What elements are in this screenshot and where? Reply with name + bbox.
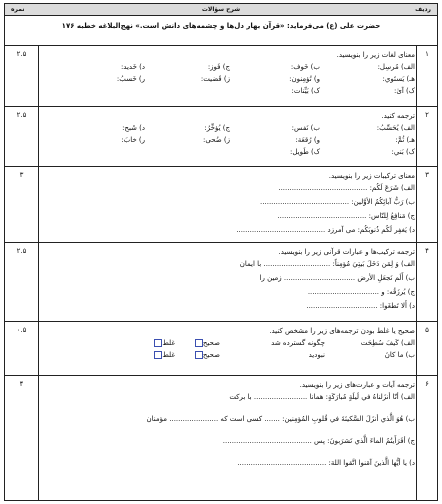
- question-body: [41, 110, 415, 158]
- vocab-item: ب) نَفس:: [291, 124, 320, 132]
- question-number: ۶: [425, 380, 429, 388]
- question-score: ۴: [19, 380, 24, 388]
- answer-line: الف) شَرَعَ لَكُم: ........................................: [278, 184, 415, 192]
- tf-wrong-label: غلط: [162, 339, 175, 347]
- answer-line: د) يا أيُّها الَّذينَ آمَنوا اتَّقوا اللهَ: ........................................: [237, 459, 415, 467]
- question-score: ۲.۵: [16, 247, 27, 255]
- header-row-label: ردیف: [415, 6, 431, 13]
- answer-line: الف) أنّا أنزَلناهُ في لَيلَةٍ مُبارَكَةٍ: همانا ........................ با برکت: [229, 393, 415, 401]
- answer-line: ب) أَلَم نَجعَلِ الأرض ................................ زمین را: [259, 274, 415, 282]
- true-false-item: [41, 337, 415, 349]
- tf-correct-checkbox[interactable]: [195, 339, 203, 347]
- tf-correct-option[interactable]: [193, 337, 220, 349]
- vocab-item: و) رُقعَة:: [295, 136, 320, 144]
- answer-line: ج) أفَرَأَيتُمُ الماءَ الَّذي تَشرَبونَ: پس ........................................: [222, 437, 415, 445]
- question-row: [5, 46, 437, 107]
- question-row: [5, 376, 437, 500]
- question-number: ۵: [425, 326, 429, 334]
- question-title: ترجمه کنید.: [381, 112, 415, 120]
- question-title: معنای لغات زیر را بنویسید.: [336, 51, 415, 59]
- answer-line: ب) رَبُّ آبائِكُمُ الأوَّلين: ........................................: [260, 198, 415, 206]
- question-title: ترجمه آیات و عبارت‌های زیر را بنویسید.: [299, 381, 415, 389]
- vocab-item: ز) قَضيت:: [200, 75, 230, 83]
- answer-line: ج) يُرزَقُه: و ................................: [307, 288, 415, 296]
- question-number: ۲: [425, 111, 429, 119]
- vocab-item: ج) فَوز:: [207, 63, 230, 71]
- tf-wrong-label: غلط: [162, 351, 175, 359]
- hadith-quote: حضرت علی (ع) می‌فرماید: «قرآن بهار دل‌ها و چشمه‌های دانش است.» نهج‌البلاغه خطبه ۱۷۶: [5, 16, 437, 46]
- question-number: ۱: [425, 50, 429, 58]
- vocab-item: ک) طَويل:: [289, 148, 320, 156]
- answer-line: د) أَلا تَطغَوا: ................................: [306, 302, 415, 310]
- tf-wrong-option[interactable]: [152, 349, 175, 361]
- header-questions-label: شرح سؤالات: [201, 6, 241, 13]
- tf-correct-checkbox[interactable]: [195, 351, 203, 359]
- vocab-item: الف) مُرسِل:: [377, 63, 415, 71]
- tf-question: ب) ما كانَ: [384, 351, 415, 359]
- vocab-line: [41, 146, 415, 158]
- question-row: [5, 322, 437, 376]
- vocab-item: د) شَبح:: [122, 124, 145, 132]
- vocab-item: الف) يُحَسِّبُ:: [376, 124, 415, 132]
- vocab-item: هـ) يَستَوي:: [382, 75, 415, 83]
- vocab-item: ج) يُؤخِّرُ:: [204, 124, 230, 132]
- vocab-line: [41, 122, 415, 134]
- vocab-item: ب) خَوف:: [290, 63, 320, 71]
- question-body: [41, 325, 415, 361]
- question-body: [41, 246, 415, 314]
- header-score-label: نمره: [11, 6, 25, 13]
- question-title: ترجمه ترکیب‌ها و عبارات قرآنی زیر را بنویسید.: [278, 248, 415, 256]
- question-row: [5, 107, 437, 167]
- vocab-item: ک) بَیِّنات:: [291, 87, 320, 95]
- tf-wrong-option[interactable]: [152, 337, 175, 349]
- vocab-line: [41, 61, 415, 73]
- question-number: ۴: [425, 247, 429, 255]
- question-score: ۰.۵: [16, 326, 27, 334]
- question-row: [5, 167, 437, 243]
- answer-line: د) يَغفِر لَكُم ذُنوبَكُم: می آمرزد ........................................: [236, 226, 415, 234]
- true-false-item: [41, 349, 415, 361]
- answer-line: ج) مَنافِعُ لِلنّاس: ........................................: [277, 212, 415, 220]
- exam-sheet: [4, 3, 438, 501]
- vocab-item: هـ) ثُمَّ:: [395, 136, 415, 144]
- question-body: [41, 379, 415, 479]
- vocab-item: و) تُؤمِنون:: [289, 75, 320, 83]
- question-score: ۲.۵: [16, 111, 27, 119]
- tf-question: الف) كَيفَ سُطِحَت: [360, 339, 415, 347]
- vocab-item: ر) خَسبُ:: [116, 75, 145, 83]
- question-number: ۳: [425, 171, 429, 179]
- tf-correct-label: صحیح: [202, 351, 220, 359]
- row-number-divider: [416, 46, 417, 500]
- vocab-item: ک) آیٰ:: [393, 87, 415, 95]
- vocab-item: د) خَديد:: [120, 63, 145, 71]
- vocab-item: ک) بَني:: [391, 148, 415, 156]
- vocab-line: [41, 134, 415, 146]
- table-header: [5, 4, 437, 16]
- vocab-line: [41, 73, 415, 85]
- question-body: [41, 49, 415, 97]
- question-body: [41, 170, 415, 238]
- tf-correct-label: صحیح: [202, 339, 220, 347]
- answer-line: الف) وَ لِمَن دَخَلَ بَيتِيَ مُؤمِناً: .............................. با ایمان: [239, 260, 415, 268]
- question-row: [5, 243, 437, 322]
- vocab-item: ز) ضُحى:: [203, 136, 230, 144]
- question-title: صحیح یا غلط بودن ترجمه‌های زیر را مشخص کنید.: [269, 327, 415, 335]
- vocab-item: ر) خابَ:: [121, 136, 145, 144]
- question-score: ۲.۵: [16, 50, 27, 58]
- question-title: معنای ترکیبات زیر را بنویسید.: [328, 172, 415, 180]
- tf-correct-option[interactable]: [193, 349, 220, 361]
- tf-translation: نبودید: [308, 351, 325, 359]
- score-divider: [38, 46, 39, 500]
- vocab-line: [41, 85, 415, 97]
- question-score: ۳: [19, 171, 24, 179]
- tf-translation: چگونه گسترده شد: [271, 339, 325, 347]
- answer-line: ب) هُوَ الَّذي أنزَلَ السَّكينَةَ في قُلوبِ المُؤمِنين: ....... کسی است که ...................... مؤمنان: [146, 415, 415, 423]
